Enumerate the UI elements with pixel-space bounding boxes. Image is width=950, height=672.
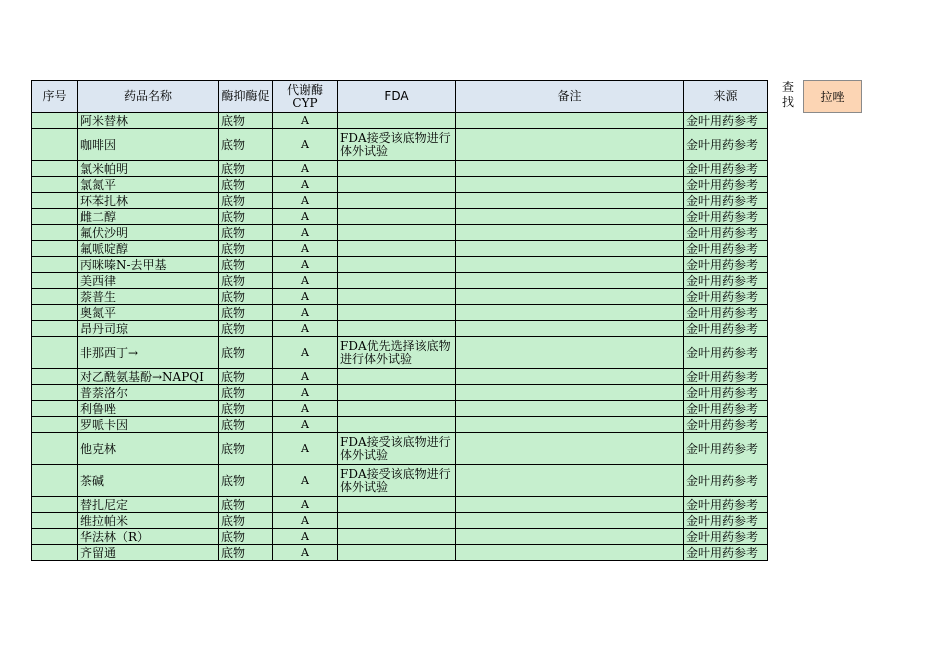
cell-seq[interactable] (32, 241, 78, 257)
cell-cyp[interactable]: A (273, 113, 338, 129)
header-cyp[interactable]: 代谢酶CYP (273, 81, 338, 113)
cell-drug-name[interactable]: 美西律 (78, 273, 219, 289)
cell-cyp[interactable]: A (273, 177, 338, 193)
cell-note[interactable] (456, 369, 684, 385)
cell-fda[interactable]: FDA优先选择该底物进行体外试验 (338, 337, 456, 369)
table-row (32, 289, 768, 305)
cell-drug-name[interactable]: 维拉帕米 (78, 513, 219, 529)
cell-cyp[interactable]: A (273, 401, 338, 417)
cell-enzyme-role[interactable]: 底物 (219, 433, 273, 465)
cell-enzyme-role[interactable]: 底物 (219, 113, 273, 129)
cell-seq[interactable] (32, 529, 78, 545)
cell-note[interactable] (456, 385, 684, 401)
cell-drug-name[interactable]: 普萘洛尔 (78, 385, 219, 401)
cell-enzyme-role[interactable]: 底物 (219, 513, 273, 529)
cell-enzyme-role[interactable]: 底物 (219, 289, 273, 305)
cell-note[interactable] (456, 129, 684, 161)
cell-cyp[interactable]: A (273, 241, 338, 257)
cell-source[interactable]: 金叶用药参考 (684, 369, 768, 385)
cell-fda[interactable] (338, 497, 456, 513)
cell-source[interactable]: 金叶用药参考 (684, 225, 768, 241)
cell-fda[interactable]: FDA接受该底物进行体外试验 (338, 465, 456, 497)
cell-cyp[interactable]: A (273, 497, 338, 513)
cell-seq[interactable] (32, 209, 78, 225)
header-enzyme-role[interactable]: 酶抑酶促 (219, 81, 273, 113)
cell-seq[interactable] (32, 433, 78, 465)
cell-drug-name[interactable]: 萘普生 (78, 289, 219, 305)
cell-fda[interactable] (338, 369, 456, 385)
cell-cyp[interactable]: A (273, 273, 338, 289)
cell-drug-name[interactable]: 氯氮平 (78, 177, 219, 193)
cell-cyp[interactable]: A (273, 129, 338, 161)
cell-cyp[interactable]: A (273, 529, 338, 545)
cell-fda[interactable] (338, 241, 456, 257)
cell-source[interactable]: 金叶用药参考 (684, 321, 768, 337)
cell-cyp[interactable]: A (273, 193, 338, 209)
cell-seq[interactable] (32, 545, 78, 561)
cell-note[interactable] (456, 257, 684, 273)
cell-enzyme-role[interactable]: 底物 (219, 465, 273, 497)
cell-enzyme-role[interactable]: 底物 (219, 241, 273, 257)
cell-drug-name[interactable]: 昂丹司琼 (78, 321, 219, 337)
cell-enzyme-role[interactable]: 底物 (219, 417, 273, 433)
table-row (32, 113, 768, 129)
drug-table (31, 80, 768, 561)
cell-cyp[interactable]: A (273, 321, 338, 337)
cell-source[interactable]: 金叶用药参考 (684, 177, 768, 193)
cell-drug-name[interactable]: 替扎尼定 (78, 497, 219, 513)
cell-note[interactable] (456, 433, 684, 465)
cell-fda[interactable] (338, 273, 456, 289)
table-row (32, 129, 768, 161)
table-row (32, 305, 768, 321)
cell-drug-name[interactable]: 奥氮平 (78, 305, 219, 321)
cell-source[interactable]: 金叶用药参考 (684, 385, 768, 401)
cell-drug-name[interactable]: 利鲁唑 (78, 401, 219, 417)
cell-note[interactable] (456, 545, 684, 561)
cell-enzyme-role[interactable]: 底物 (219, 225, 273, 241)
cell-note[interactable] (456, 401, 684, 417)
cell-source[interactable]: 金叶用药参考 (684, 209, 768, 225)
cell-fda[interactable] (338, 513, 456, 529)
cell-cyp[interactable]: A (273, 513, 338, 529)
cell-seq[interactable] (32, 225, 78, 241)
cell-enzyme-role[interactable]: 底物 (219, 193, 273, 209)
cell-drug-name[interactable]: 罗哌卡因 (78, 417, 219, 433)
cell-seq[interactable] (32, 369, 78, 385)
cell-fda[interactable] (338, 529, 456, 545)
cell-note[interactable] (456, 417, 684, 433)
header-drug-name[interactable]: 药品名称 (78, 81, 219, 113)
table-row (32, 433, 768, 465)
table-row (32, 209, 768, 225)
cell-enzyme-role[interactable]: 底物 (219, 305, 273, 321)
cell-seq[interactable] (32, 497, 78, 513)
cell-source[interactable]: 金叶用药参考 (684, 273, 768, 289)
cell-enzyme-role[interactable]: 底物 (219, 529, 273, 545)
cell-cyp[interactable]: A (273, 161, 338, 177)
cell-enzyme-role[interactable]: 底物 (219, 545, 273, 561)
cell-seq[interactable] (32, 129, 78, 161)
cell-seq[interactable] (32, 417, 78, 433)
cell-fda[interactable] (338, 193, 456, 209)
cell-drug-name[interactable]: 非那西丁→ (78, 337, 219, 369)
cell-source[interactable]: 金叶用药参考 (684, 113, 768, 129)
cell-drug-name[interactable]: 丙咪嗪N-去甲基 (78, 257, 219, 273)
table-row (32, 497, 768, 513)
cell-note[interactable] (456, 193, 684, 209)
cell-enzyme-role[interactable]: 底物 (219, 369, 273, 385)
cell-seq[interactable] (32, 321, 78, 337)
cell-source[interactable]: 金叶用药参考 (684, 497, 768, 513)
cell-note[interactable] (456, 273, 684, 289)
cell-fda[interactable] (338, 257, 456, 273)
table-row (32, 225, 768, 241)
cell-cyp[interactable]: A (273, 289, 338, 305)
cell-cyp[interactable]: A (273, 209, 338, 225)
cell-seq[interactable] (32, 385, 78, 401)
cell-cyp[interactable]: A (273, 385, 338, 401)
cell-drug-name[interactable]: 茶碱 (78, 465, 219, 497)
cell-note[interactable] (456, 241, 684, 257)
cell-note[interactable] (456, 289, 684, 305)
cell-note[interactable] (456, 513, 684, 529)
cell-fda[interactable] (338, 113, 456, 129)
cell-source[interactable]: 金叶用药参考 (684, 465, 768, 497)
cell-source[interactable]: 金叶用药参考 (684, 529, 768, 545)
table-row (32, 177, 768, 193)
cell-note[interactable] (456, 337, 684, 369)
cell-note[interactable] (456, 305, 684, 321)
find-label: 查找 (782, 80, 795, 109)
cell-fda[interactable] (338, 401, 456, 417)
cell-fda[interactable] (338, 305, 456, 321)
cell-drug-name[interactable]: 对乙酰氨基酚→NAPQI (78, 369, 219, 385)
header-row (32, 81, 768, 113)
cell-seq[interactable] (32, 401, 78, 417)
cell-fda[interactable]: FDA接受该底物进行体外试验 (338, 129, 456, 161)
table-row (32, 417, 768, 433)
cell-seq[interactable] (32, 513, 78, 529)
cell-cyp[interactable]: A (273, 417, 338, 433)
cell-seq[interactable] (32, 305, 78, 321)
cell-enzyme-role[interactable]: 底物 (219, 129, 273, 161)
table-row (32, 465, 768, 497)
cell-drug-name[interactable]: 齐留通 (78, 545, 219, 561)
cell-enzyme-role[interactable]: 底物 (219, 257, 273, 273)
cell-enzyme-role[interactable]: 底物 (219, 401, 273, 417)
cell-seq[interactable] (32, 273, 78, 289)
cell-seq[interactable] (32, 465, 78, 497)
cell-cyp[interactable]: A (273, 465, 338, 497)
table-row (32, 337, 768, 369)
cell-seq[interactable] (32, 193, 78, 209)
cell-fda[interactable] (338, 177, 456, 193)
cell-enzyme-role[interactable]: 底物 (219, 209, 273, 225)
cell-cyp[interactable]: A (273, 433, 338, 465)
table-row (32, 273, 768, 289)
cell-source[interactable]: 金叶用药参考 (684, 129, 768, 161)
table-row (32, 193, 768, 209)
cell-drug-name[interactable]: 咖啡因 (78, 129, 219, 161)
cell-source[interactable]: 金叶用药参考 (684, 257, 768, 273)
table-row (32, 529, 768, 545)
cell-drug-name[interactable]: 他克林 (78, 433, 219, 465)
cell-seq[interactable] (32, 337, 78, 369)
cell-drug-name[interactable]: 阿米替林 (78, 113, 219, 129)
cell-source[interactable]: 金叶用药参考 (684, 161, 768, 177)
header-source[interactable]: 来源 (684, 81, 768, 113)
cell-seq[interactable] (32, 113, 78, 129)
header-seq[interactable]: 序号 (32, 81, 78, 113)
find-button[interactable]: 拉唑 (803, 80, 862, 113)
table-row (32, 513, 768, 529)
cell-seq[interactable] (32, 289, 78, 305)
cell-note[interactable] (456, 321, 684, 337)
cell-enzyme-role[interactable]: 底物 (219, 177, 273, 193)
table-row (32, 257, 768, 273)
cell-source[interactable]: 金叶用药参考 (684, 513, 768, 529)
cell-enzyme-role[interactable]: 底物 (219, 385, 273, 401)
cell-cyp[interactable]: A (273, 305, 338, 321)
cell-cyp[interactable]: A (273, 225, 338, 241)
cell-source[interactable]: 金叶用药参考 (684, 337, 768, 369)
cell-drug-name[interactable]: 雌二醇 (78, 209, 219, 225)
cell-enzyme-role[interactable]: 底物 (219, 337, 273, 369)
cell-cyp[interactable]: A (273, 369, 338, 385)
cell-enzyme-role[interactable]: 底物 (219, 273, 273, 289)
header-fda[interactable]: FDA (338, 81, 456, 113)
cell-note[interactable] (456, 161, 684, 177)
cell-seq[interactable] (32, 161, 78, 177)
cell-source[interactable]: 金叶用药参考 (684, 305, 768, 321)
cell-drug-name[interactable]: 环苯扎林 (78, 193, 219, 209)
cell-note[interactable] (456, 529, 684, 545)
cell-cyp[interactable]: A (273, 337, 338, 369)
cell-source[interactable]: 金叶用药参考 (684, 193, 768, 209)
cell-note[interactable] (456, 177, 684, 193)
cell-enzyme-role[interactable]: 底物 (219, 161, 273, 177)
cell-source[interactable]: 金叶用药参考 (684, 241, 768, 257)
cell-fda[interactable]: FDA接受该底物进行体外试验 (338, 433, 456, 465)
table-body (32, 113, 768, 561)
cell-source[interactable]: 金叶用药参考 (684, 417, 768, 433)
header-note[interactable]: 备注 (456, 81, 684, 113)
cell-source[interactable]: 金叶用药参考 (684, 401, 768, 417)
cell-note[interactable] (456, 225, 684, 241)
cell-drug-name[interactable]: 氯米帕明 (78, 161, 219, 177)
cell-cyp[interactable]: A (273, 257, 338, 273)
cell-drug-name[interactable]: 氟哌啶醇 (78, 241, 219, 257)
cell-seq[interactable] (32, 257, 78, 273)
cell-fda[interactable] (338, 417, 456, 433)
table-row (32, 369, 768, 385)
cell-fda[interactable] (338, 209, 456, 225)
cell-enzyme-role[interactable]: 底物 (219, 321, 273, 337)
cell-seq[interactable] (32, 177, 78, 193)
table-row (32, 241, 768, 257)
cell-source[interactable]: 金叶用药参考 (684, 433, 768, 465)
cell-fda[interactable] (338, 545, 456, 561)
cell-source[interactable]: 金叶用药参考 (684, 545, 768, 561)
cell-enzyme-role[interactable]: 底物 (219, 497, 273, 513)
cell-fda[interactable] (338, 161, 456, 177)
cell-source[interactable]: 金叶用药参考 (684, 289, 768, 305)
table-row (32, 161, 768, 177)
cell-note[interactable] (456, 497, 684, 513)
cell-note[interactable] (456, 209, 684, 225)
cell-fda[interactable] (338, 385, 456, 401)
table-row (32, 321, 768, 337)
cell-fda[interactable] (338, 289, 456, 305)
cell-fda[interactable] (338, 225, 456, 241)
table-row (32, 545, 768, 561)
cell-note[interactable] (456, 113, 684, 129)
cell-note[interactable] (456, 465, 684, 497)
cell-cyp[interactable]: A (273, 545, 338, 561)
cell-fda[interactable] (338, 321, 456, 337)
cell-drug-name[interactable]: 氟伏沙明 (78, 225, 219, 241)
table-row (32, 385, 768, 401)
table-row (32, 401, 768, 417)
cell-drug-name[interactable]: 华法林（R） (78, 529, 219, 545)
